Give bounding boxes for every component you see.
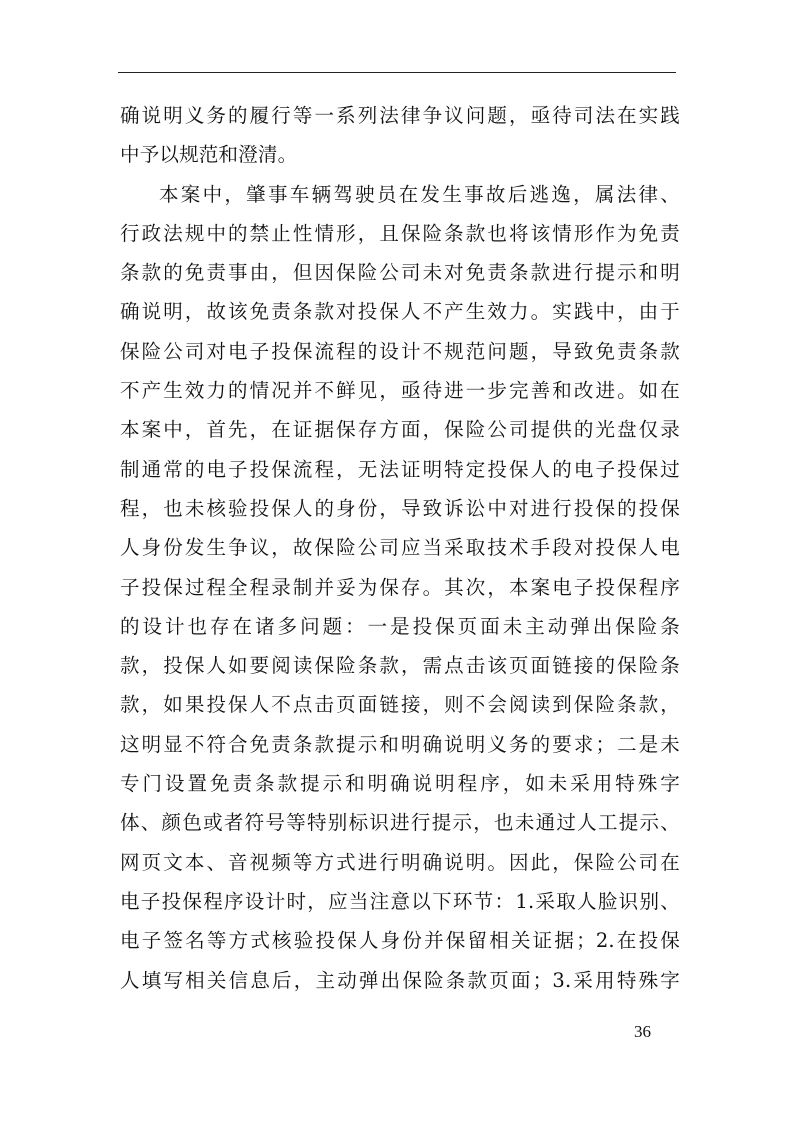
header-rule — [118, 72, 676, 73]
body-text — [120, 96, 680, 1000]
text-line: 这明显不符合免责条款提示和明确说明义务的要求；二是未 — [120, 732, 680, 756]
text-line: 条款的免责事由，但因保险公司未对免责条款进行提示和明 — [120, 261, 680, 285]
text-line: 确说明，故该免责条款对投保人不产生效力。实践中，由于 — [120, 300, 680, 324]
text-line: 本案中，肇事车辆驾驶员在发生事故后逃逸，属法律、 — [159, 182, 680, 206]
text-line: 电子签名等方式核验投保人身份并保留相关证据；2.在投保 — [120, 929, 680, 953]
text-line: 程，也未核验投保人的身份，导致诉讼中对进行投保的投保 — [120, 496, 680, 520]
text-line: 行政法规中的禁止性情形，且保险条款也将该情形作为免责 — [120, 221, 680, 245]
text-line: 本案中，首先，在证据保存方面，保险公司提供的光盘仅录 — [120, 418, 680, 442]
text-line: 款，如果投保人不点击页面链接，则不会阅读到保险条款， — [120, 693, 680, 717]
text-line: 体、颜色或者符号等特别标识进行提示，也未通过人工提示、 — [120, 811, 680, 835]
text-line: 专门设置免责条款提示和明确说明程序，如未采用特殊字 — [120, 772, 680, 796]
text-line: 子投保过程全程录制并妥为保存。其次，本案电子投保程序 — [120, 575, 680, 599]
text-line: 网页文本、音视频等方式进行明确说明。因此，保险公司在 — [120, 850, 680, 874]
text-line: 中予以规范和澄清。 — [120, 143, 298, 167]
text-line: 电子投保程序设计时，应当注意以下环节：1.采取人脸识别、 — [120, 889, 680, 913]
text-line: 的设计也存在诸多问题：一是投保页面未主动弹出保险条 — [120, 614, 680, 638]
text-line: 保险公司对电子投保流程的设计不规范问题，导致免责条款 — [120, 339, 680, 363]
text-line: 不产生效力的情况并不鲜见，亟待进一步完善和改进。如在 — [120, 379, 680, 403]
text-line: 款，投保人如要阅读保险条款，需点击该页面链接的保险条 — [120, 654, 680, 678]
text-line: 人身份发生争议，故保险公司应当采取技术手段对投保人电 — [120, 536, 680, 560]
text-line: 确说明义务的履行等一系列法律争议问题，亟待司法在实践 — [120, 104, 680, 127]
page-number: 36 — [634, 1022, 651, 1041]
text-line: 人填写相关信息后，主动弹出保险条款页面；3.采用特殊字 — [120, 968, 680, 992]
text-line: 制通常的电子投保流程，无法证明特定投保人的电子投保过 — [120, 457, 680, 481]
